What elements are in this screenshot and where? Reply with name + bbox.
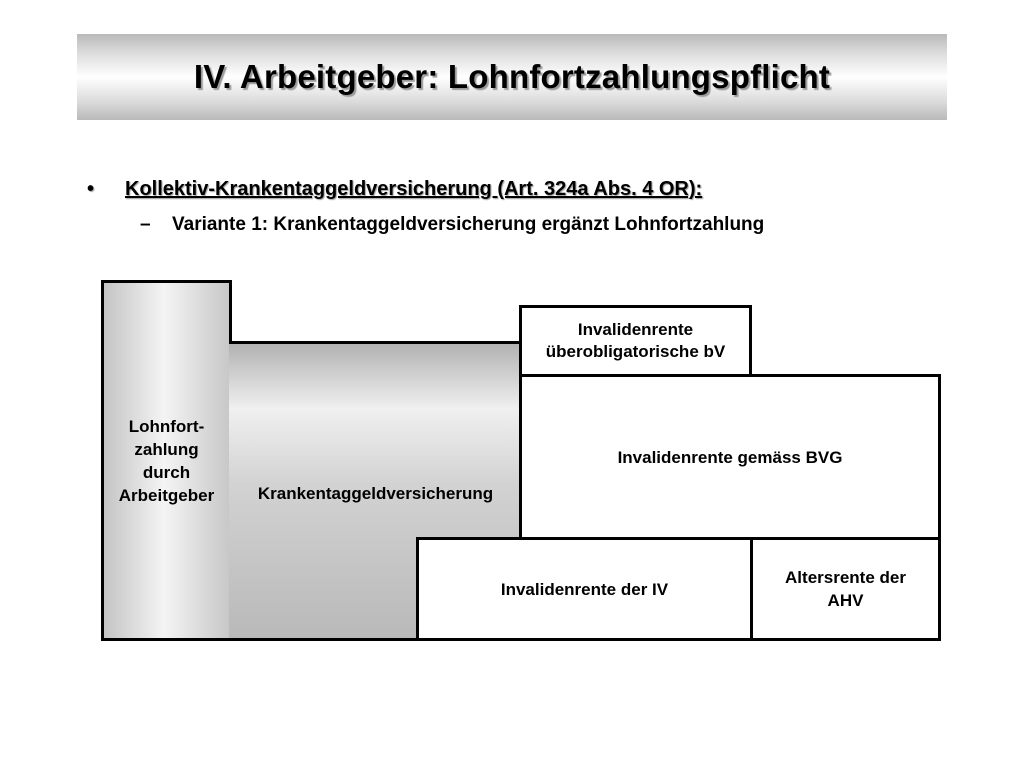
sub-bullet-text: Variante 1: Krankentaggeldversicherung ergänzt Lohnfortzahlung [172,214,765,235]
bullet-marker: • [87,178,95,200]
invalidenrente-bvg-box [519,374,941,540]
invalidenrente-iv-box [416,537,753,641]
altersrente-ahv-box [750,537,941,641]
invalidenrente-ueberobligatorisch-box [519,305,752,377]
lohnfortzahlung-box [101,280,232,641]
invalidenrente-iv-label: Invalidenrente der IV [500,579,669,599]
sub-bullet-item [140,214,764,236]
sub-bullet-marker: – [140,214,151,235]
bullet-text: Kollektiv-Krankentaggeldversicherung (Art. 324a Abs. 4 OR): [125,178,703,200]
invalidenrente-ueberobligatorisch-label: Invalidenrente überobligatorische bV [545,320,726,361]
altersrente-ahv-label: Altersrente der AHV [785,568,906,610]
title-bar [77,34,947,120]
invalidenrente-bvg-label: Invalidenrente gemäss BVG [617,448,843,467]
lohnfortzahlung-label: Lohnfort- zahlung durch Arbeitgeber [118,416,215,505]
slide-title: IV. Arbeitgeber: Lohnfortzahlungspflicht [193,58,831,95]
krankentaggeld-label: Krankentaggeldversicherung [257,484,494,503]
bullet-item [87,178,702,201]
